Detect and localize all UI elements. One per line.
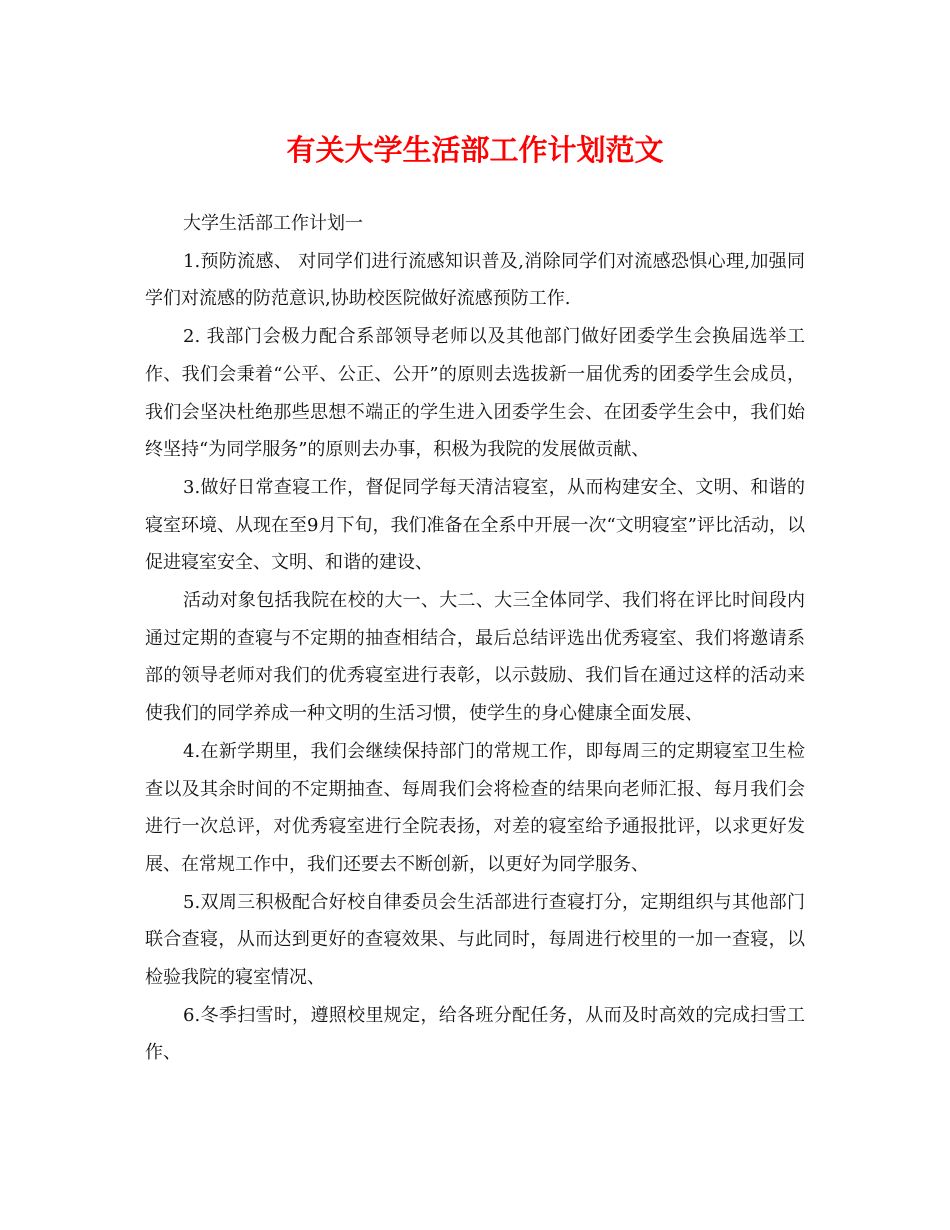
document-title: 有关大学生活部工作计划范文 (286, 133, 664, 167)
paragraph-item-6: 6.冬季扫雪时，遵照校里规定，给各班分配任务，从而及时高效的完成扫雪工作、 (145, 1004, 805, 1064)
paragraph-item-2: 2. 我部门会极力配合系部领导老师以及其他部门做好团委学生会换届选举工作、我们会秉着“公平、公正、公开”的原则去选拔新一届优秀的团委学生会成员，我们会坚决杜绝那些思想不端正的学生进入团委学生会、在团委学生会中，我们始终坚持“为同学服务”的原则去办事，积极为我院的发展做贡献、 (145, 326, 805, 461)
paragraph-activity-scope: 活动对象包括我院在校的大一、大二、大三全体同学、我们将在评比时间段内通过定期的查寝与不定期的抽查相结合，最后总结评选出优秀寝室、我们将邀请系部的领导老师对我们的优秀寝室进行表彰，以示鼓励、我们旨在通过这样的活动来使我们的同学养成一种文明的生活习惯，使学生的身心健康全面发展、 (145, 590, 805, 725)
section-heading: 大学生活部工作计划一 (183, 213, 363, 234)
paragraph-item-5: 5.双周三积极配合好校自律委员会生活部进行查寝打分，定期组织与其他部门联合查寝，从而达到更好的查寝效果、与此同时，每周进行校里的一加一查寝，以检验我院的寝室情况、 (145, 891, 805, 989)
paragraph-item-1: 1.预防流感、 对同学们进行流感知识普及,消除同学们对流感恐惧心理,加强同学们对流感的防范意识,协助校医院做好流感预防工作. (145, 250, 805, 310)
document-body (145, 205, 805, 1072)
paragraph-item-4: 4.在新学期里，我们会继续保持部门的常规工作，即每周三的定期寝室卫生检查以及其余时间的不定期抽查、每周我们会将检查的结果向老师汇报、每月我们会进行一次总评，对优秀寝室进行全院表扬，对差的寝室给予通报批评，以求更好发展、在常规工作中，我们还要去不断创新，以更好为同学服务、 (145, 740, 805, 875)
paragraph-item-3: 3.做好日常查寝工作，督促同学每天清洁寝室，从而构建安全、文明、和谐的寝室环境、从现在至9月下旬，我们准备在全系中开展一次“文明寝室”评比活动，以促进寝室安全、文明、和谐的建设、 (145, 476, 805, 574)
